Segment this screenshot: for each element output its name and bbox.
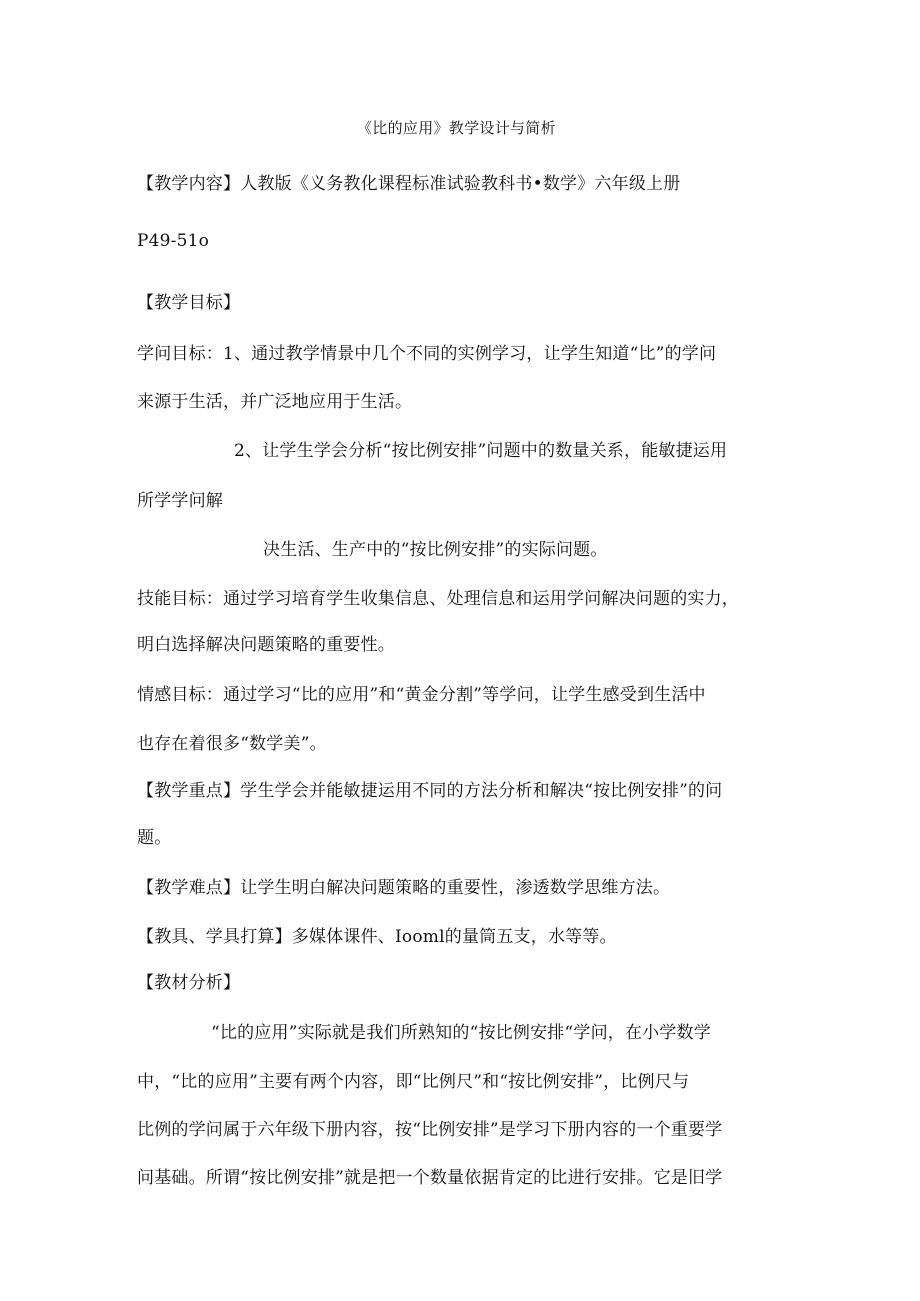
analysis-line-1: “比的应用”实际就是我们所熟知的“按比例安排“学问，在小学数学 <box>211 1023 711 1043</box>
page-range-line: P49-51o <box>137 231 210 251</box>
emotion-goal-line-2: 也存在着很多“数学美”。 <box>137 734 327 754</box>
analysis-line-2: 中，“比的应用”主要有两个内容，即“比例尺”和“按比例安排”，比例尺与 <box>137 1072 690 1092</box>
key-point-line-1: 【教学重点】学生学会并能敏捷运用不同的方法分析和解决“按比例安排”的问 <box>137 781 723 801</box>
section-heading-goals: 【教学目标】 <box>137 293 241 313</box>
knowledge-goal-line-1: 学问目标：1、通过教学情景中几个不同的实例学习，让学生知道“比”的学问 <box>137 344 717 364</box>
document-title: 《比的应用》教学设计与简析 <box>357 119 556 137</box>
skill-goal-line-2: 明白选择解决问题策略的重要性。 <box>137 635 395 655</box>
difficulty-line: 【教学难点】让学生明白解决问题策略的重要性，渗透数学思维方法。 <box>137 878 671 898</box>
materials-line: 【教具、学具打算】多媒体课件、Iooml的量筒五支，水等等。 <box>137 927 617 947</box>
emotion-goal-line-1: 情感目标：通过学习“比的应用”和“黄金分割”等学问，让学生感受到生活中 <box>137 685 706 705</box>
knowledge-goal-line-5: 决生活、生产中的“按比例安排”的实际问题。 <box>263 540 608 560</box>
knowledge-goal-line-2: 来源于生活，并广泛地应用于生活。 <box>137 392 413 412</box>
analysis-line-3: 比例的学问属于六年级下册内容，按“比例安排”是学习下册内容的一个重要学 <box>137 1120 723 1140</box>
teaching-content-line: 【教学内容】人教版《义务教化课程标准试验教科书•数学》六年级上册 <box>137 174 681 194</box>
knowledge-goal-line-3: 2、让学生学会分析“按比例安排”问题中的数量关系，能敏捷运用 <box>234 441 728 461</box>
analysis-line-4: 问基础。所谓“按比例安排”就是把一个数量依据肯定的比进行安排。它是旧学 <box>137 1168 723 1188</box>
knowledge-goal-line-4: 所学学问解 <box>137 491 223 511</box>
skill-goal-line-1: 技能目标：通过学习培育学生收集信息、处理信息和运用学问解决问题的实力， <box>137 589 739 609</box>
section-heading-analysis: 【教材分析】 <box>137 973 241 993</box>
key-point-line-2: 题。 <box>137 828 172 848</box>
